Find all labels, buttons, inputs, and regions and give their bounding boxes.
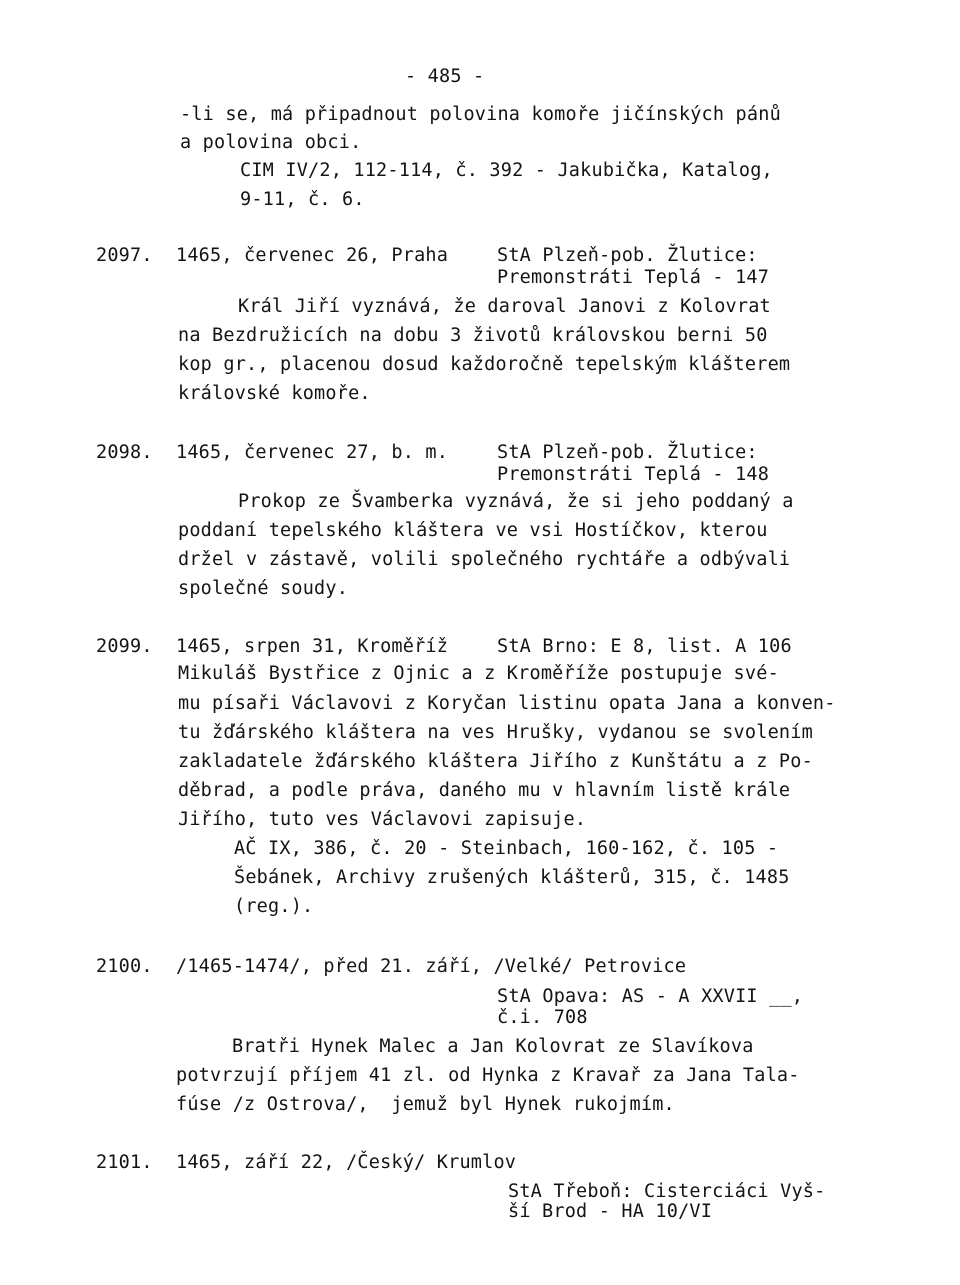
entry-date: 1465, červenec 26, Praha bbox=[176, 245, 449, 266]
entry-archive: StA Plzeň-pob. Žlutice: bbox=[497, 245, 758, 266]
entry-number: 2099. bbox=[96, 636, 153, 657]
entry-date: /1465-1474/, před 21. září, /Velké/ Petrovice bbox=[176, 956, 687, 977]
entry-text: na Bezdružicích na dobu 3 životů královskou berni 50 bbox=[178, 325, 768, 346]
entry-text: Jiřího, tuto ves Václavovi zapisuje. bbox=[178, 809, 587, 830]
entry-date: 1465, září 22, /Český/ Krumlov bbox=[176, 1152, 517, 1173]
entry-text: fúse /z Ostrova/, jemuž byl Hynek rukojmím. bbox=[176, 1094, 675, 1115]
entry-date: 1465, červenec 27, b. m. bbox=[176, 442, 449, 463]
entry-text: mu písaři Václavovi z Koryčan listinu opata Jana a konven- bbox=[178, 693, 836, 714]
entry-archive: StA Opava: AS - A XXVII __, bbox=[497, 986, 804, 1007]
entry-reference: Šebánek, Archivy zrušených klášterů, 315, č. 1485 bbox=[234, 867, 790, 888]
entry-text: Prokop ze Švamberka vyznává, že si jeho poddaný a bbox=[238, 491, 794, 512]
entry-text: kop gr., placenou dosud každoročně tepelským klášterem bbox=[178, 354, 791, 375]
entry-number: 2100. bbox=[96, 956, 153, 977]
entry-archive: Premonstráti Teplá - 148 bbox=[497, 464, 770, 485]
entry-text: držel v zástavě, volili společného rychtáře a odbývali bbox=[178, 549, 791, 570]
entry-text: potvrzují příjem 41 zl. od Hynka z Kravař za Jana Tala- bbox=[176, 1065, 800, 1086]
intro-line: -li se, má připadnout polovina komoře jičínských pánů bbox=[180, 104, 781, 125]
entry-text: zakladatele žďárského kláštera Jiřího z Kunštátu a z Po- bbox=[178, 751, 813, 772]
page-number: - 485 - bbox=[405, 66, 485, 87]
intro-line: a polovina obci. bbox=[180, 132, 362, 153]
entry-text: Bratři Hynek Malec a Jan Kolovrat ze Slavíkova bbox=[232, 1036, 754, 1057]
entry-text: tu žďárského kláštera na ves Hrušky, vydanou se svolením bbox=[178, 722, 813, 743]
entry-archive: StA Třeboň: Cisterciáci Vyš- bbox=[508, 1181, 826, 1202]
entry-text: děbrad, a podle práva, daného mu v hlavním listě krále bbox=[178, 780, 791, 801]
entry-text: poddaní tepelského kláštera ve vsi Hostíčkov, kterou bbox=[178, 520, 768, 541]
entry-number: 2101. bbox=[96, 1152, 153, 1173]
entry-archive: č.i. 708 bbox=[497, 1007, 588, 1028]
entry-text: královské komoře. bbox=[178, 383, 371, 404]
entry-number: 2098. bbox=[96, 442, 153, 463]
entry-reference: (reg.). bbox=[234, 896, 314, 917]
entry-text: Mikuláš Bystřice z Ojnic a z Kroměříže postupuje své- bbox=[178, 663, 779, 684]
entry-archive: StA Brno: E 8, list. A 106 bbox=[497, 636, 792, 657]
entry-date: 1465, srpen 31, Kroměříž bbox=[176, 636, 449, 657]
intro-reference: 9-11, č. 6. bbox=[240, 189, 365, 210]
entry-text: Král Jiří vyznává, že daroval Janovi z Kolovrat bbox=[238, 296, 771, 317]
entry-archive: ší Brod - HA 10/VI bbox=[508, 1201, 713, 1222]
entry-archive: StA Plzeň-pob. Žlutice: bbox=[497, 442, 758, 463]
intro-reference: CIM IV/2, 112-114, č. 392 - Jakubička, Katalog, bbox=[240, 160, 773, 181]
entry-reference: AČ IX, 386, č. 20 - Steinbach, 160-162, č. 105 - bbox=[234, 838, 779, 859]
entry-archive: Premonstráti Teplá - 147 bbox=[497, 267, 770, 288]
entry-text: společné soudy. bbox=[178, 578, 349, 599]
entry-number: 2097. bbox=[96, 245, 153, 266]
